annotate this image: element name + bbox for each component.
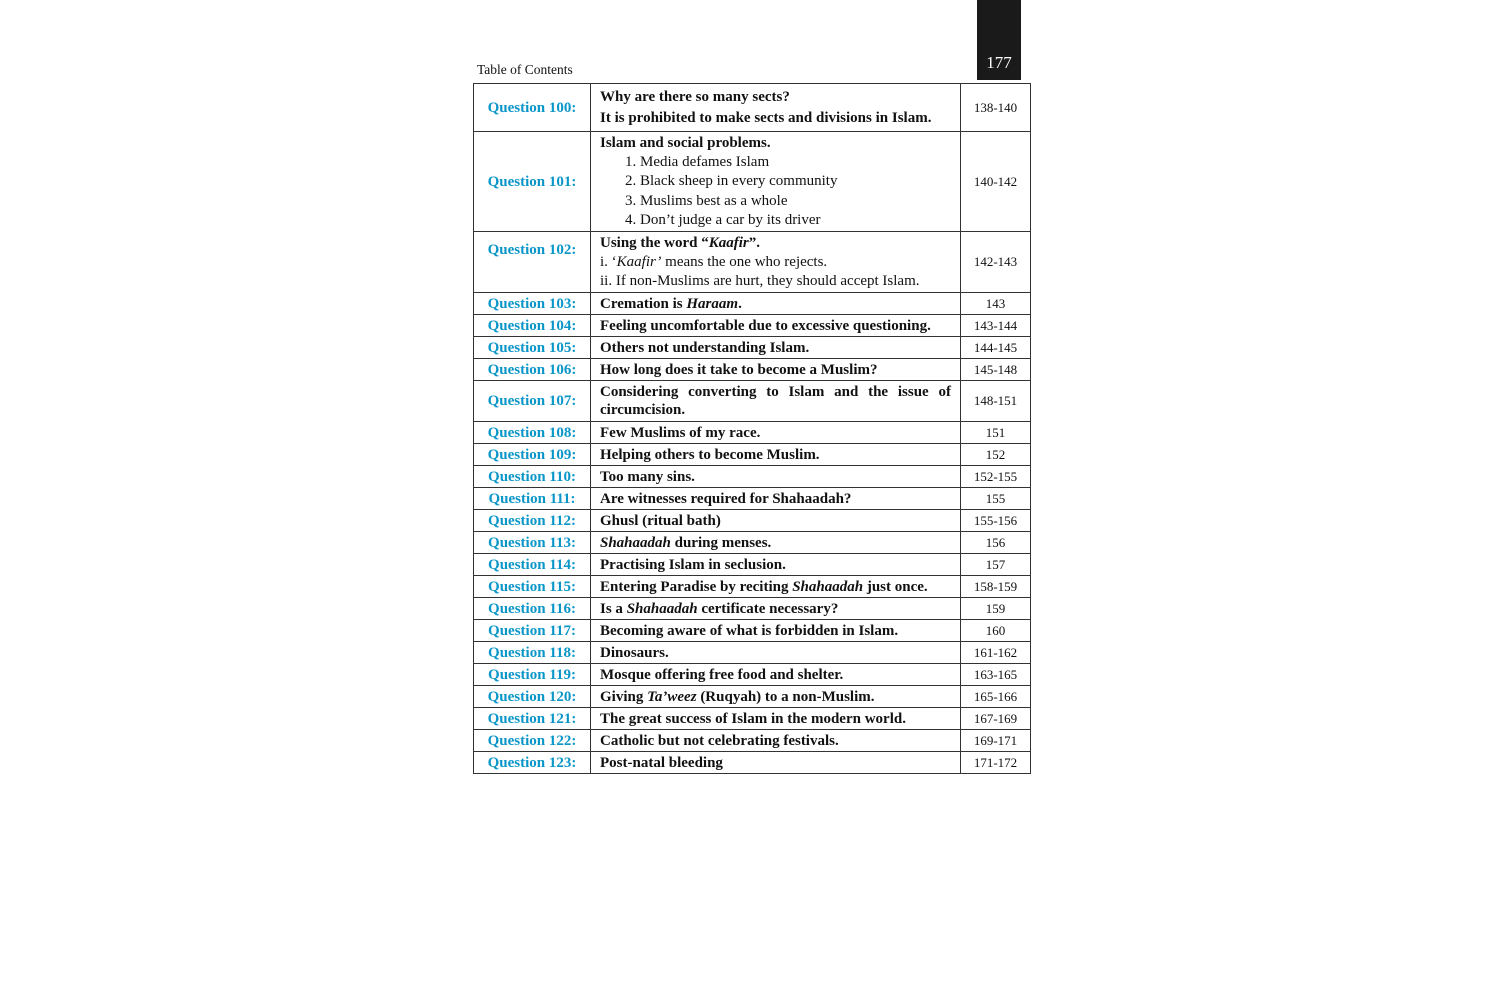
question-label[interactable]: Question 104: xyxy=(474,315,591,337)
question-label[interactable]: Question 116: xyxy=(474,598,591,620)
page-range: 155 xyxy=(961,488,1031,510)
question-label[interactable]: Question 105: xyxy=(474,337,591,359)
page-range: 167-169 xyxy=(961,708,1031,730)
topic-cell: Is a Shahaadah certificate necessary? xyxy=(591,598,961,620)
table-row xyxy=(474,132,1031,232)
page-number: 177 xyxy=(986,53,1012,72)
page-range: 157 xyxy=(961,554,1031,576)
page-range: 169-171 xyxy=(961,730,1031,752)
table-row xyxy=(474,315,1031,337)
question-label[interactable]: Question 101: xyxy=(474,132,591,232)
question-label[interactable]: Question 117: xyxy=(474,620,591,642)
topic-cell: Mosque offering free food and shelter. xyxy=(591,664,961,686)
table-row xyxy=(474,708,1031,730)
topic-subitem: i. ‘Kaafir’ means the one who rejects. xyxy=(600,253,828,270)
table-row xyxy=(474,444,1031,466)
topic-cell: How long does it take to become a Muslim? xyxy=(591,359,961,381)
page-range: 140-142 xyxy=(961,132,1031,232)
table-row xyxy=(474,598,1031,620)
question-label[interactable]: Question 115: xyxy=(474,576,591,598)
page-range: 161-162 xyxy=(961,642,1031,664)
page-range: 163-165 xyxy=(961,664,1031,686)
table-row xyxy=(474,84,1031,132)
topic-cell xyxy=(591,84,961,132)
table-row xyxy=(474,752,1031,774)
topic-cell: Catholic but not celebrating festivals. xyxy=(591,730,961,752)
question-label[interactable]: Question 111: xyxy=(474,488,591,510)
topic-cell: Helping others to become Muslim. xyxy=(591,444,961,466)
topic-subitem: 3. Muslims best as a whole xyxy=(625,192,788,209)
question-label[interactable]: Question 114: xyxy=(474,554,591,576)
topic-line: Why are there so many sects? xyxy=(600,88,790,105)
question-label[interactable]: Question 109: xyxy=(474,444,591,466)
question-label[interactable]: Question 122: xyxy=(474,730,591,752)
table-row xyxy=(474,642,1031,664)
page-range: 148-151 xyxy=(961,381,1031,422)
table-row xyxy=(474,554,1031,576)
topic-cell: Giving Ta’weez (Ruqyah) to a non-Muslim. xyxy=(591,686,961,708)
table-row xyxy=(474,466,1031,488)
question-label[interactable]: Question 110: xyxy=(474,466,591,488)
topic-subitem: ii. If non-Muslims are hurt, they should accept Islam. xyxy=(600,273,920,289)
topic-cell: Post-natal bleeding xyxy=(591,752,961,774)
page-range: 142-143 xyxy=(961,232,1031,293)
table-row xyxy=(474,576,1031,598)
topic-cell xyxy=(591,232,961,293)
question-label[interactable]: Question 123: xyxy=(474,752,591,774)
table-row xyxy=(474,337,1031,359)
topic-cell: Cremation is Haraam. xyxy=(591,293,961,315)
page-number-tab xyxy=(977,0,1021,80)
topic-cell: Entering Paradise by reciting Shahaadah just once. xyxy=(591,576,961,598)
page-range: 151 xyxy=(961,422,1031,444)
table-row xyxy=(474,232,1031,293)
question-label[interactable]: Question 103: xyxy=(474,293,591,315)
topic-cell xyxy=(591,381,961,422)
page-range: 145-148 xyxy=(961,359,1031,381)
page-range: 152 xyxy=(961,444,1031,466)
question-label[interactable]: Question 119: xyxy=(474,664,591,686)
topic-cell: Few Muslims of my race. xyxy=(591,422,961,444)
question-label[interactable]: Question 102: xyxy=(474,232,591,293)
topic-cell: Feeling uncomfortable due to excessive questioning. xyxy=(591,315,961,337)
question-label[interactable]: Question 100: xyxy=(474,84,591,132)
topic-cell: The great success of Islam in the modern world. xyxy=(591,708,961,730)
table-row xyxy=(474,510,1031,532)
table-row xyxy=(474,686,1031,708)
topic-title: Islam and social problems. xyxy=(600,134,771,151)
page-range: 143 xyxy=(961,293,1031,315)
table-row xyxy=(474,293,1031,315)
question-label[interactable]: Question 113: xyxy=(474,532,591,554)
topic-line: Considering converting to Islam and the issue of xyxy=(600,384,951,400)
running-head: Table of Contents xyxy=(477,62,573,77)
topic-cell: Are witnesses required for Shahaadah? xyxy=(591,488,961,510)
topic-cell: Dinosaurs. xyxy=(591,642,961,664)
topic-cell: Too many sins. xyxy=(591,466,961,488)
page-range: 156 xyxy=(961,532,1031,554)
topic-cell: Shahaadah during menses. xyxy=(591,532,961,554)
topic-cell: Becoming aware of what is forbidden in Islam. xyxy=(591,620,961,642)
question-label[interactable]: Question 107: xyxy=(474,381,591,422)
question-label[interactable]: Question 108: xyxy=(474,422,591,444)
table-row xyxy=(474,664,1031,686)
page-range: 138-140 xyxy=(961,84,1031,132)
table-row xyxy=(474,488,1031,510)
table-of-contents xyxy=(473,83,1031,774)
page-range: 160 xyxy=(961,620,1031,642)
table-row xyxy=(474,620,1031,642)
topic-cell: Ghusl (ritual bath) xyxy=(591,510,961,532)
topic-cell: Others not understanding Islam. xyxy=(591,337,961,359)
table-row xyxy=(474,730,1031,752)
page-range: 171-172 xyxy=(961,752,1031,774)
question-label[interactable]: Question 121: xyxy=(474,708,591,730)
page-range: 152-155 xyxy=(961,466,1031,488)
page-range: 143-144 xyxy=(961,315,1031,337)
page-range: 158-159 xyxy=(961,576,1031,598)
topic-subitem: 4. Don’t judge a car by its driver xyxy=(625,212,821,228)
topic-cell: Practising Islam in seclusion. xyxy=(591,554,961,576)
question-label[interactable]: Question 106: xyxy=(474,359,591,381)
topic-line: It is prohibited to make sects and divisions in Islam. xyxy=(600,109,932,126)
page-range: 159 xyxy=(961,598,1031,620)
page-range: 144-145 xyxy=(961,337,1031,359)
topic-title: Using the word “Kaafir”. xyxy=(600,234,761,251)
topic-subitem: 2. Black sheep in every community xyxy=(625,173,838,189)
question-label[interactable]: Question 118: xyxy=(474,642,591,664)
page-range: 155-156 xyxy=(961,510,1031,532)
table-row xyxy=(474,381,1031,422)
topic-cell xyxy=(591,132,961,232)
table-row xyxy=(474,422,1031,444)
question-label[interactable]: Question 120: xyxy=(474,686,591,708)
topic-subitem: 1. Media defames Islam xyxy=(625,153,770,170)
page-range: 165-166 xyxy=(961,686,1031,708)
topic-line: circumcision. xyxy=(600,402,686,418)
table-row xyxy=(474,359,1031,381)
question-label[interactable]: Question 112: xyxy=(474,510,591,532)
table-row xyxy=(474,532,1031,554)
